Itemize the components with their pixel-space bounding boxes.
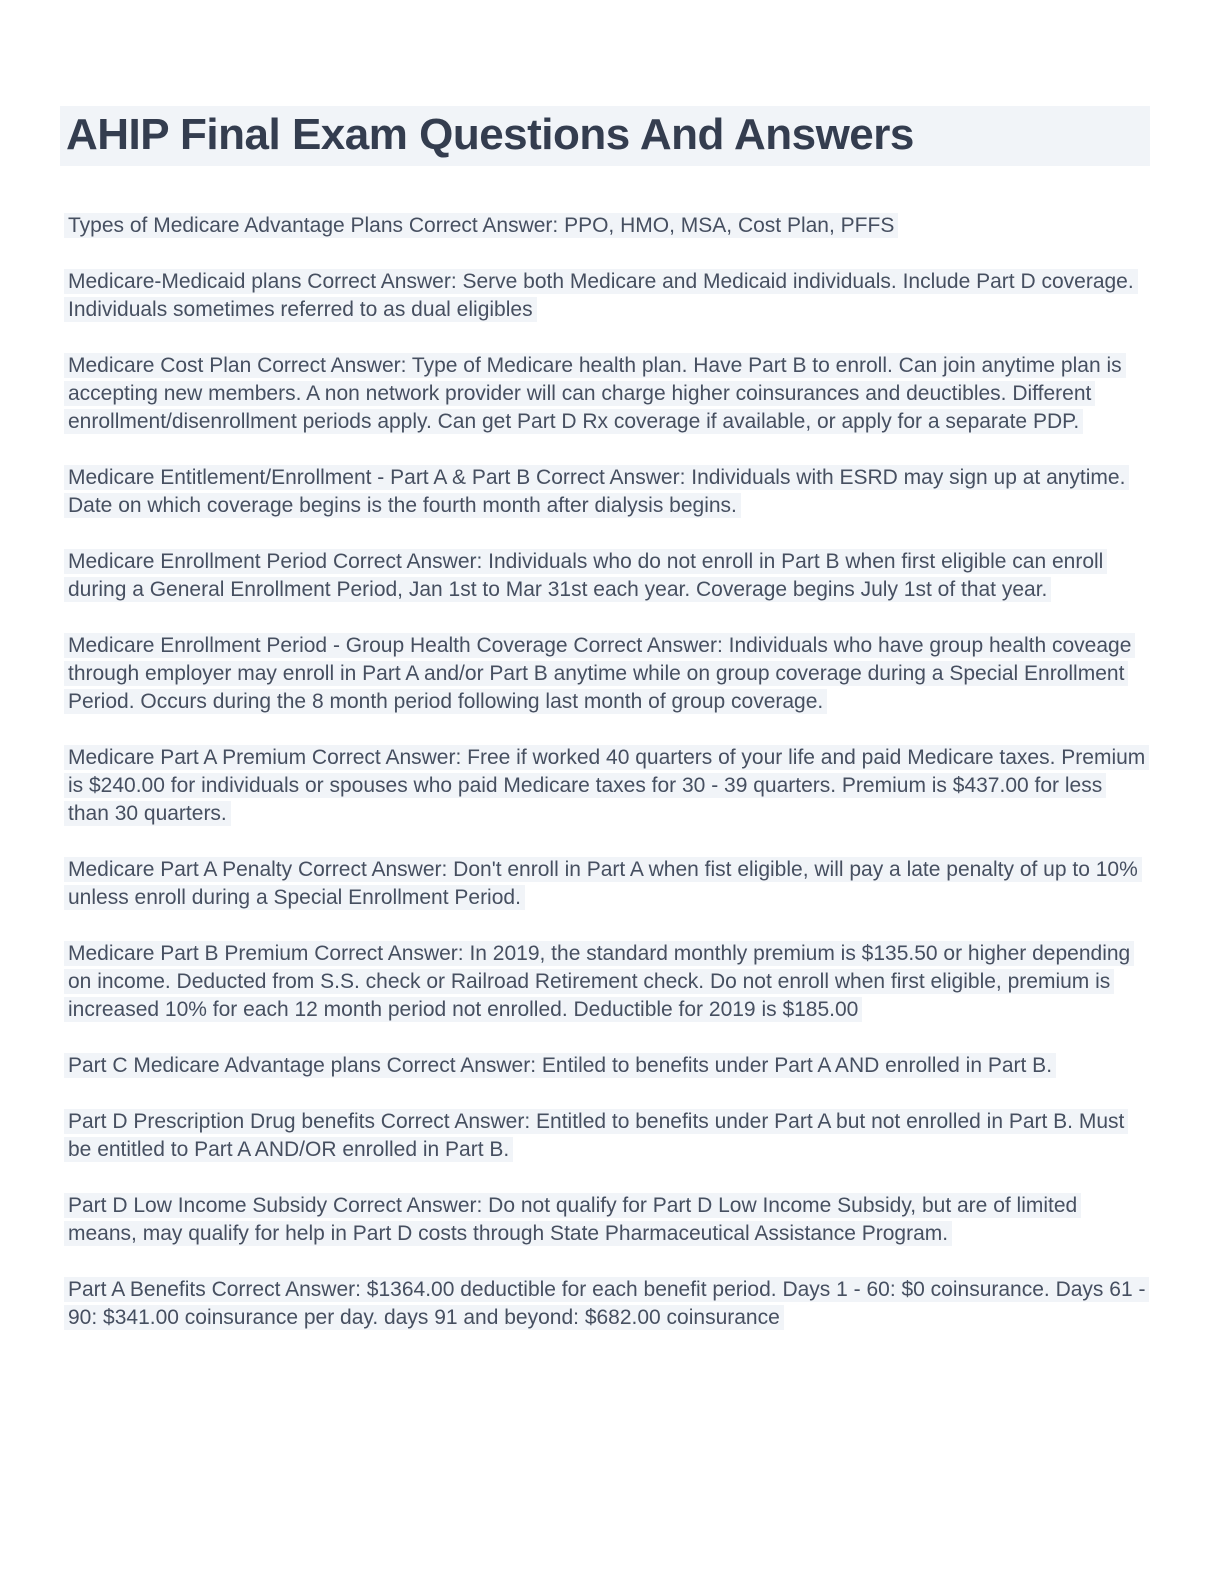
qa-paragraph — [68, 744, 1148, 828]
qa-paragraph — [68, 352, 1148, 436]
page-title: AHIP Final Exam Questions And Answers — [60, 106, 1150, 166]
qa-paragraph — [68, 548, 1148, 604]
qa-paragraph — [68, 212, 1148, 240]
qa-text: Part D Prescription Drug benefits Correct Answer: Entitled to benefits under Part A but not enrolled in Part B. Must be entitled to Part A AND/OR enrolled in Part B. — [64, 1109, 1128, 1162]
qa-text: Part A Benefits Correct Answer: $1364.00 deductible for each benefit period. Days 1 - 60: $0 coinsurance. Days 61 - 90: $341.00 coinsurance per day. days 91 and beyond: $682.00 coinsurance — [64, 1277, 1149, 1330]
qa-text: Medicare Enrollment Period - Group Health Coverage Correct Answer: Individuals who have group health coveage through employer may enroll in Part A and/or Part B anytime while on group coverage during a Special Enrollment Period. Occurs during the 8 month period following last month of group coverage. — [64, 633, 1135, 714]
qa-text: Medicare-Medicaid plans Correct Answer: Serve both Medicare and Medicaid individuals. Include Part D coverage. Individuals sometimes referred to as dual eligibles — [64, 269, 1138, 322]
qa-text: Medicare Entitlement/Enrollment - Part A & Part B Correct Answer: Individuals with ESRD may sign up at anytime. Date on which coverage begins is the fourth month after dialysis begins. — [64, 465, 1129, 518]
qa-text: Types of Medicare Advantage Plans Correct Answer: PPO, HMO, MSA, Cost Plan, PFFS — [64, 213, 898, 238]
qa-text: Medicare Part A Premium Correct Answer: Free if worked 40 quarters of your life and paid Medicare taxes. Premium is $240.00 for individuals or spouses who paid Medicare taxes for 30 - 39 quarters. Premium is $437.00 for less than 30 quarters. — [64, 745, 1149, 826]
qa-paragraph — [68, 856, 1148, 912]
qa-text: Medicare Cost Plan Correct Answer: Type of Medicare health plan. Have Part B to enroll. Can join anytime plan is accepting new members. A non network provider will can charge higher coinsurances and deuctibles. Different enrollment/disenrollment periods apply. Can get Part D Rx coverage if available, or apply for a separate PDP. — [64, 353, 1126, 434]
qa-text: Part D Low Income Subsidy Correct Answer: Do not qualify for Part D Low Income Subsidy, but are of limited means, may qualify for help in Part D costs through State Pharmaceutical Assistance Program. — [64, 1193, 1081, 1246]
qa-text: Medicare Enrollment Period Correct Answer: Individuals who do not enroll in Part B when first eligible can enroll during a General Enrollment Period, Jan 1st to Mar 31st each year. Coverage begins July 1st of that year. — [64, 549, 1107, 602]
qa-paragraph — [68, 1052, 1148, 1080]
qa-paragraph — [68, 1108, 1148, 1164]
qa-paragraph — [68, 1276, 1148, 1332]
qa-paragraph — [68, 632, 1148, 716]
qa-paragraph — [68, 940, 1148, 1024]
qa-paragraph — [68, 1192, 1148, 1248]
qa-paragraph — [68, 464, 1148, 520]
qa-text: Medicare Part A Penalty Correct Answer: Don't enroll in Part A when fist eligible, will pay a late penalty of up to 10% unless enroll during a Special Enrollment Period. — [64, 857, 1142, 910]
qa-text: Medicare Part B Premium Correct Answer: In 2019, the standard monthly premium is $135.50 or higher depending on income. Deducted from S.S. check or Railroad Retirement check. Do not enroll when first eligible, premium is increased 10% for each 12 month period not enrolled. Deductible for 2019 is $185.00 — [64, 941, 1134, 1022]
qa-paragraph — [68, 268, 1148, 324]
qa-text: Part C Medicare Advantage plans Correct Answer: Entiled to benefits under Part A AND enrolled in Part B. — [64, 1053, 1056, 1078]
